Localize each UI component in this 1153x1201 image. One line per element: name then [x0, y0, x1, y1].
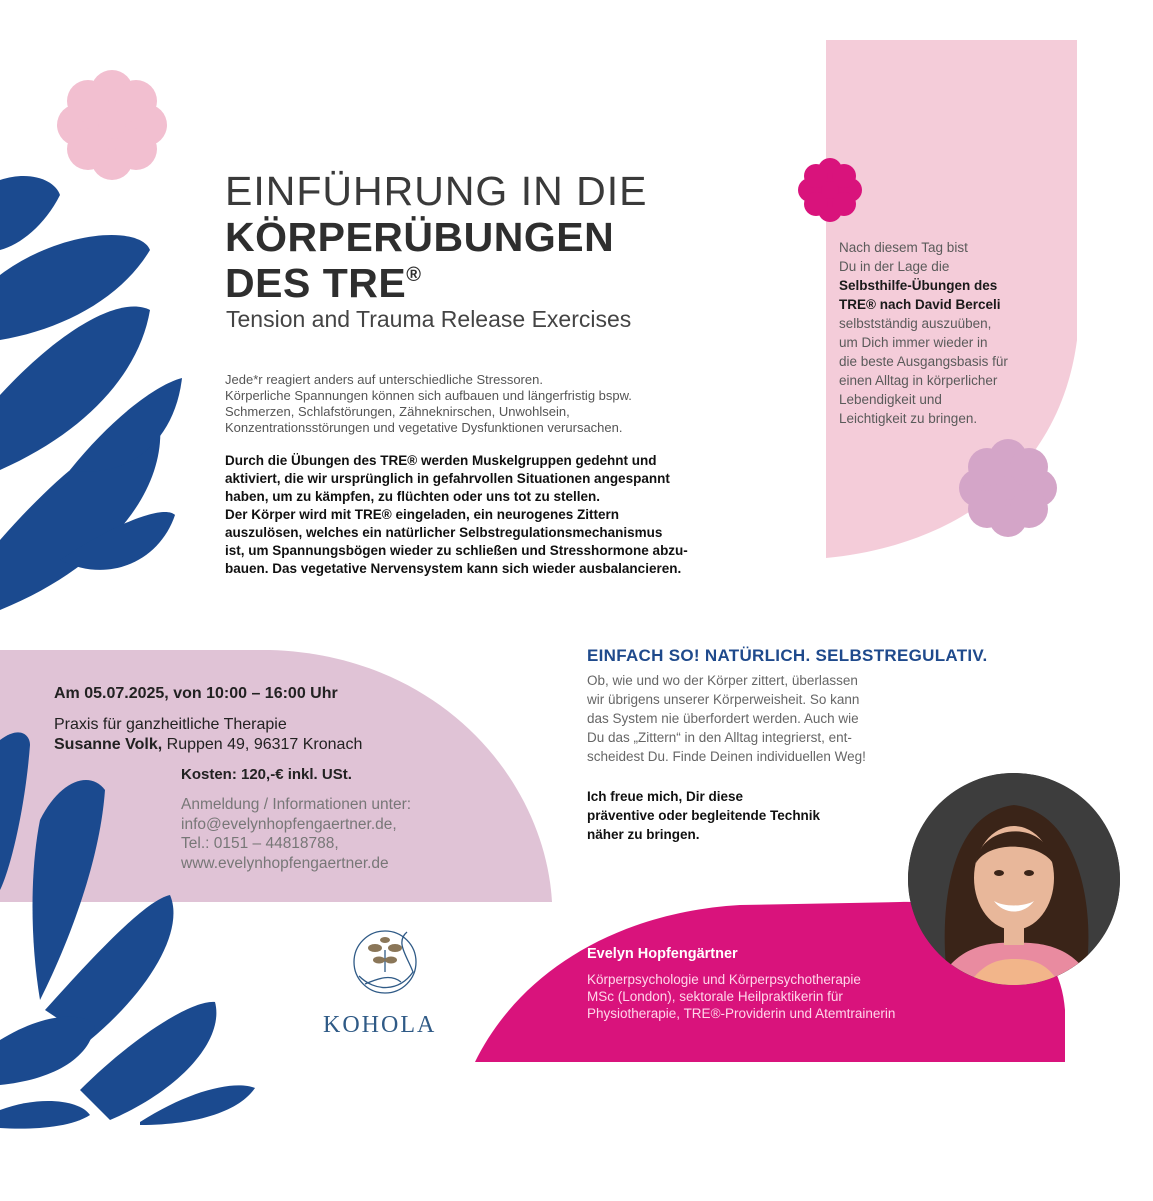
- intro-line: Jede*r reagiert anders auf unterschiedliche Stressoren.: [225, 372, 543, 387]
- title-line-1: EINFÜHRUNG IN DIE: [225, 168, 648, 214]
- intro-bold-line: auszulösen, welches ein natürlicher Selbstregulationsmechanismus: [225, 525, 663, 540]
- right-line: Du in der Lage die: [839, 259, 950, 274]
- author-name: Evelyn Hopfengärtner: [587, 946, 738, 962]
- natural-text: [587, 671, 947, 766]
- flower-icon: [57, 70, 167, 180]
- intro-line: Körperliche Spannungen können sich aufbauen und längerfristig bspw.: [225, 388, 632, 403]
- whale-plant-logo-icon: [354, 931, 416, 993]
- natural-line: scheidest Du. Finde Deinen individuellen Weg!: [587, 749, 866, 764]
- subtitle: Tension and Trauma Release Exercises: [226, 306, 632, 332]
- right-line: Leichtigkeit zu bringen.: [839, 411, 978, 426]
- right-bold-text: TRE® nach David Berceli: [839, 297, 1001, 312]
- natural-bold-line: präventive oder begleitende Technik: [587, 808, 821, 823]
- event-date: Am 05.07.2025, von 10:00 – 16:00 Uhr: [54, 685, 338, 702]
- right-line: die beste Ausgangsbasis für: [839, 354, 1008, 369]
- flower-icon: [798, 158, 862, 222]
- natural-bold-text: [587, 787, 907, 844]
- intro-line: Konzentrationsstörungen und vegetative Dysfunktionen verursachen.: [225, 420, 623, 435]
- intro-bold-line: aktiviert, die wir ursprünglich in gefahrvollen Situationen angespannt: [225, 471, 670, 486]
- right-line: einen Alltag in körperlicher: [839, 373, 998, 388]
- navy-leaf: [0, 1017, 95, 1085]
- venue-line: Praxis für ganzheitliche Therapie: [54, 716, 287, 733]
- author-desc-line: Physiotherapie, TRE®-Providerin und Atemtrainerin: [587, 1006, 896, 1021]
- navy-leaf: [0, 1101, 90, 1129]
- right-line: selbstständig auszuüben,: [839, 316, 992, 331]
- contact-website[interactable]: www.evelynhopfengaertner.de: [181, 854, 389, 872]
- portrait-icon: [908, 773, 1120, 985]
- natural-line: das System nie überfordert werden. Auch wie: [587, 711, 859, 726]
- intro-bold-text: [225, 452, 785, 578]
- kohola-logo-text: KOHOLA: [323, 1012, 437, 1038]
- event-cost: Kosten: 120,-€ inkl. USt.: [181, 766, 352, 783]
- right-panel-text: [839, 238, 1054, 428]
- venue-address: Ruppen 49, 96317 Kronach: [162, 736, 363, 753]
- author-description: [587, 971, 987, 1022]
- contact-email[interactable]: info@evelynhopfengaertner.de,: [181, 815, 397, 833]
- title-line-3-text: DES TRE: [225, 260, 407, 306]
- event-venue: [54, 715, 362, 755]
- flower-icon: [959, 439, 1057, 537]
- intro-bold-line: Der Körper wird mit TRE® eingeladen, ein neurogenes Zittern: [225, 507, 620, 522]
- right-line: Lebendigkeit und: [839, 392, 942, 407]
- natural-line: Ob, wie und wo der Körper zittert, überlassen: [587, 673, 858, 688]
- navy-leaf: [0, 176, 60, 250]
- contact-phone[interactable]: Tel.: 0151 – 44818788,: [181, 835, 339, 852]
- right-bold-line: [839, 295, 1054, 314]
- intro-bold-line: Durch die Übungen des TRE® werden Muskelgruppen gedehnt und: [225, 453, 657, 468]
- venue-name: Susanne Volk,: [54, 736, 163, 753]
- contact-line: Anmeldung / Informationen unter:: [181, 796, 412, 813]
- venue-line-2: [54, 735, 362, 755]
- intro-text: [225, 372, 785, 436]
- natural-bold-line: Ich freue mich, Dir diese: [587, 789, 744, 804]
- right-bold-text: Selbsthilfe-Übungen des: [839, 278, 998, 293]
- intro-bold-line: haben, um zu kämpfen, zu flüchten oder uns tot zu stellen.: [225, 489, 601, 504]
- contact-info: [181, 795, 411, 873]
- natural-bold-line: näher zu bringen.: [587, 827, 700, 842]
- intro-line: Schmerzen, Schlafstörungen, Zähneknirschen, Unwohlsein,: [225, 404, 570, 419]
- title-line-2: KÖRPERÜBUNGEN: [225, 214, 615, 260]
- intro-bold-line: ist, um Spannungsbögen wieder zu schließen und Stresshormone abzu-: [225, 543, 688, 558]
- registered-mark: ®: [406, 264, 422, 286]
- title-line-3: [225, 260, 421, 307]
- right-line: Nach diesem Tag bist: [839, 240, 968, 255]
- intro-bold-line: bauen. Das vegetative Nervensystem kann sich wieder ausbalancieren.: [225, 561, 682, 576]
- right-bold-line: [839, 276, 1054, 295]
- author-desc-line: MSc (London), sektorale Heilpraktikerin für: [587, 989, 843, 1004]
- natural-headline: EINFACH SO! NATÜRLICH. SELBSTREGULATIV.: [587, 646, 988, 665]
- right-line: um Dich immer wieder in: [839, 335, 988, 350]
- natural-line: Du das „Zittern“ in den Alltag integrierst, ent-: [587, 730, 852, 745]
- author-desc-line: Körperpsychologie und Körperpsychotherapie: [587, 972, 861, 987]
- natural-line: wir übrigens unserer Körperweisheit. So kann: [587, 692, 860, 707]
- author-photo: [908, 773, 1120, 985]
